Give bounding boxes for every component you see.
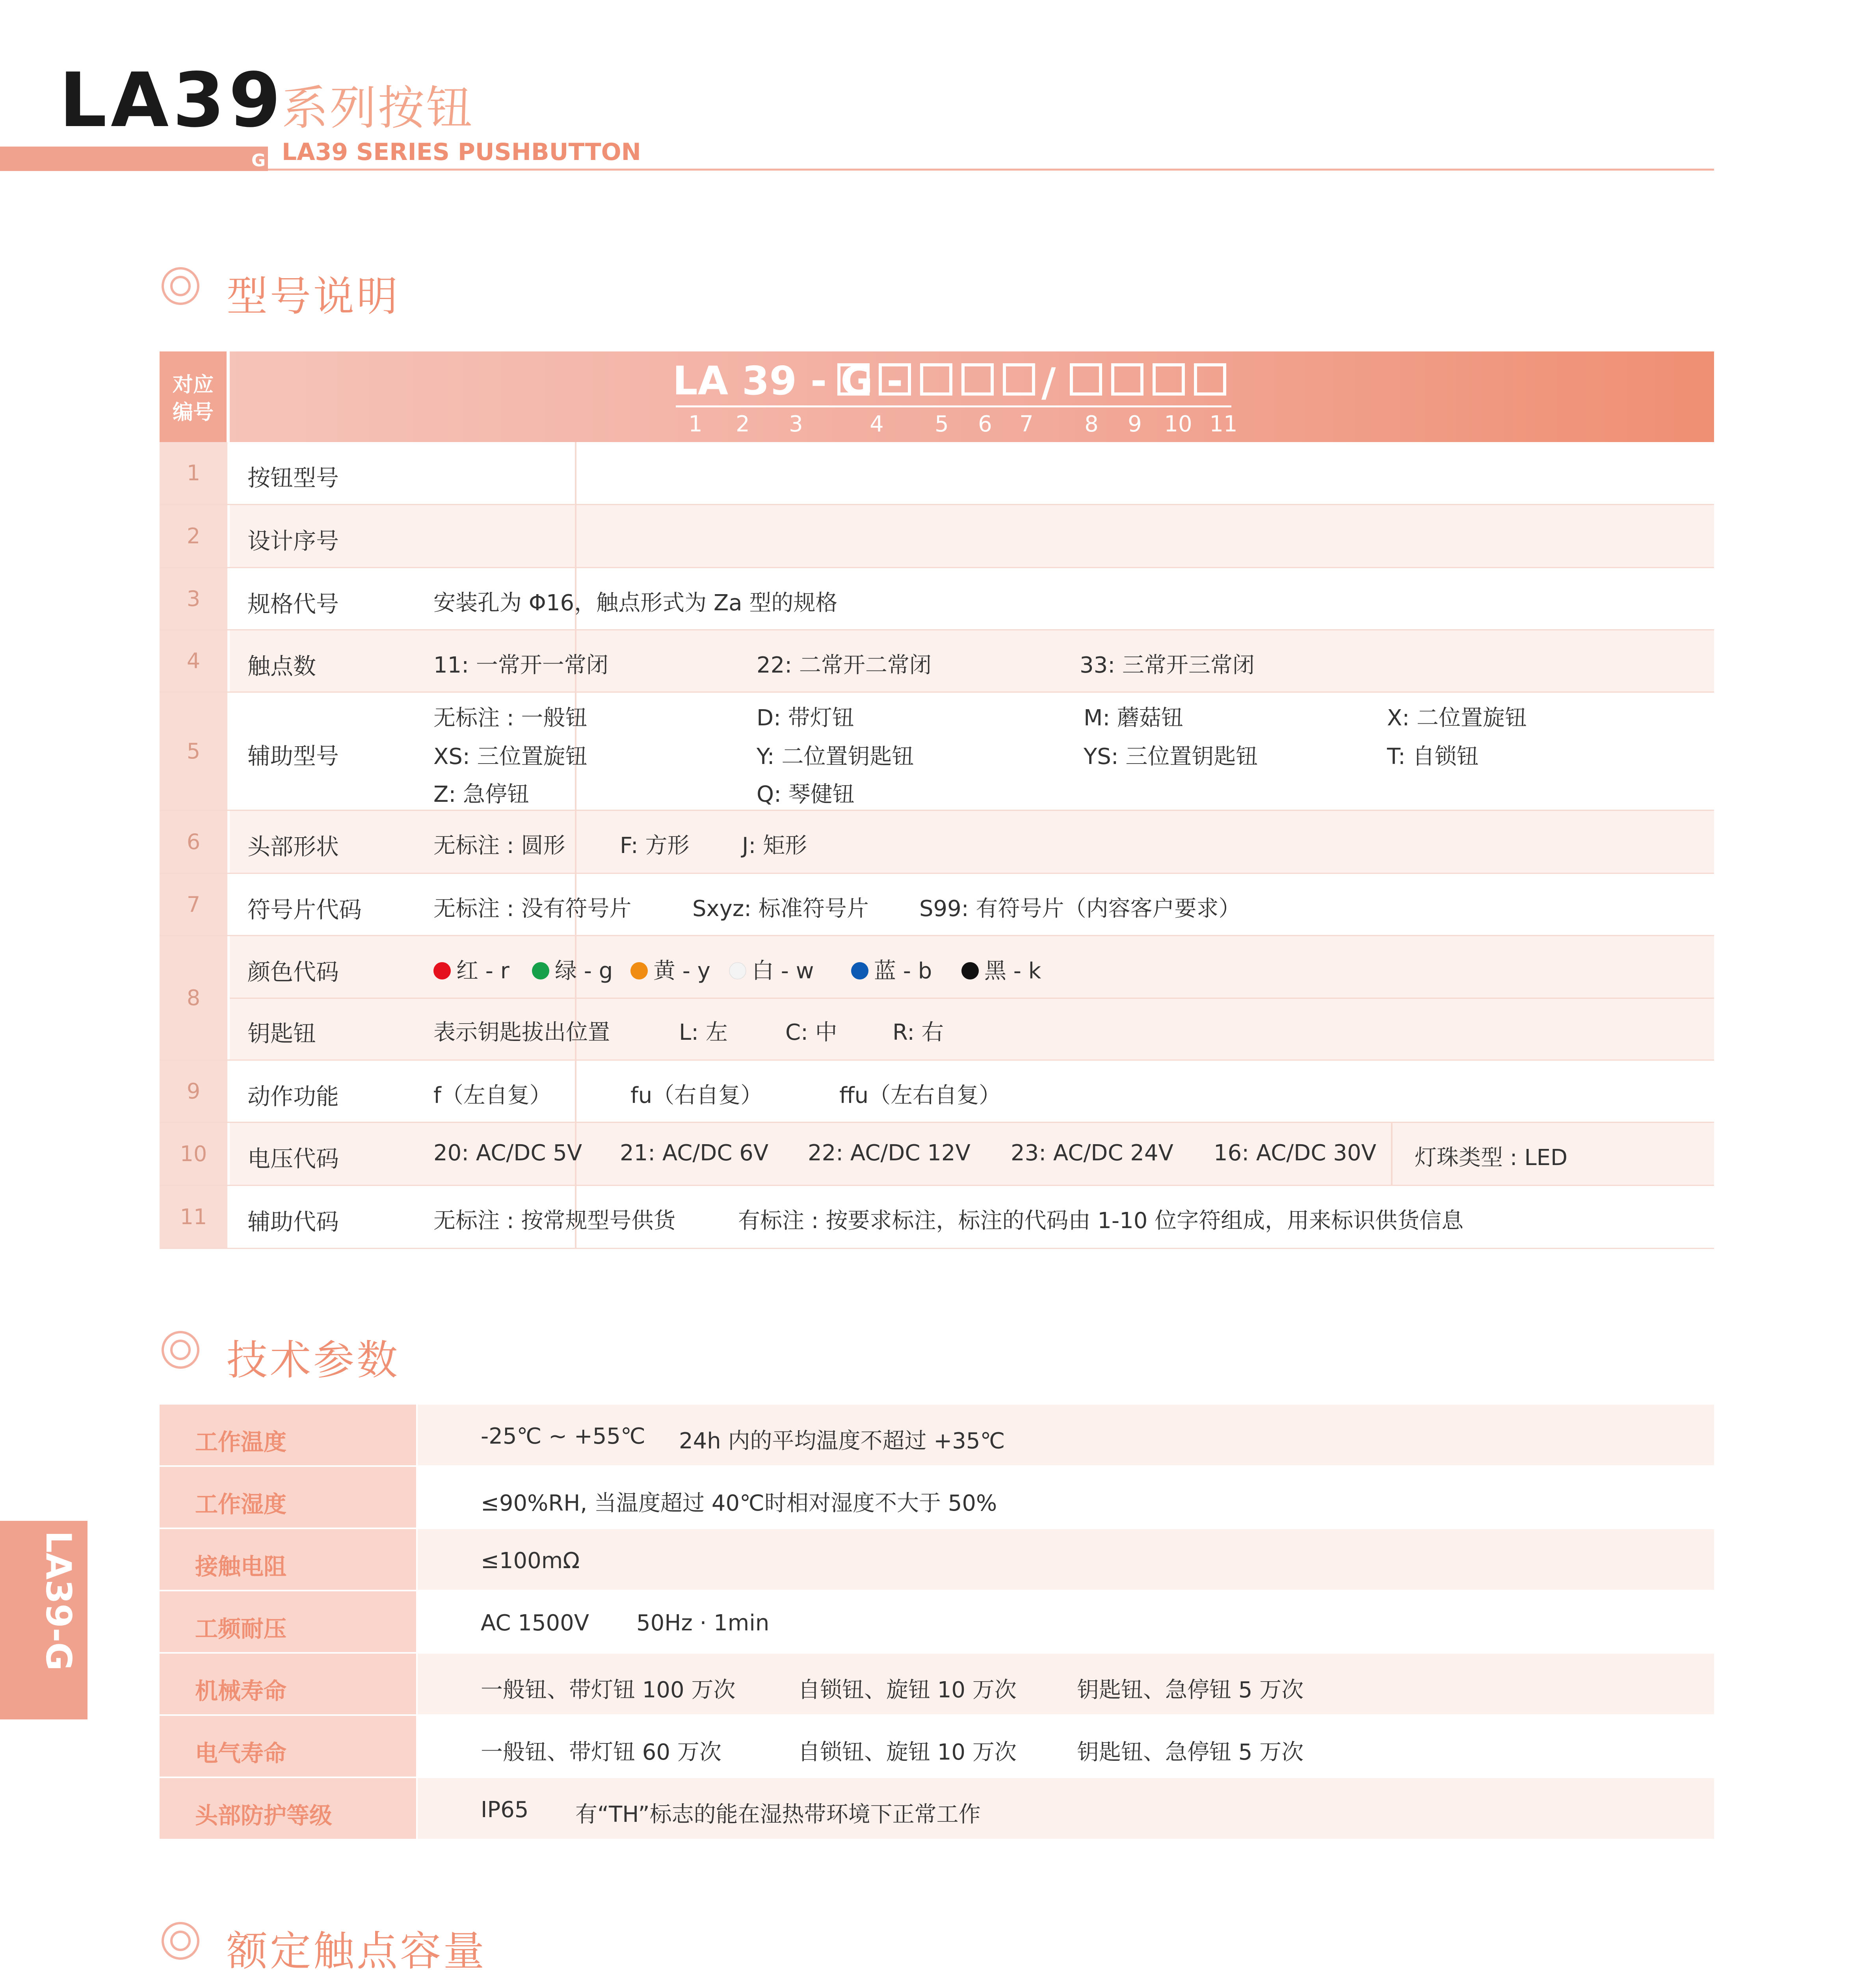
tech-row (160, 1778, 1714, 1840)
tech-label-cell (160, 1716, 418, 1777)
model-row (160, 811, 1714, 874)
section-circle-icon (162, 1331, 199, 1369)
row-item: f（左自复） (433, 1083, 552, 1108)
row-item: 22: AC/DC 12V (808, 1140, 971, 1166)
model-row (160, 505, 1714, 568)
row-label: 按钮型号 (247, 465, 339, 491)
section-circle-icon (162, 267, 199, 305)
row-item: Q: 琴健钮 (757, 782, 855, 807)
code-underline (676, 405, 1231, 407)
row-label: 颜色代码 (247, 959, 339, 985)
tech-value: ≤100mΩ (481, 1548, 580, 1574)
model-row (160, 1061, 1714, 1123)
row-item: 有标注 : 按要求标注，标注的代码由 1-10 位字符组成，用来标识供货信息 (738, 1208, 1464, 1234)
header-title-en: LA39 SERIES PUSHBUTTON (282, 138, 641, 166)
yellow-dot-icon (630, 962, 648, 979)
row-item: 21: AC/DC 6V (620, 1140, 769, 1166)
model-code-header (160, 351, 1714, 442)
tech-value: 自锁钮、旋钮 10 万次 (798, 1677, 1017, 1703)
row-divider (230, 998, 1714, 999)
tech-label: 工频耐压 (195, 1615, 287, 1642)
section-title: 型号说明 (227, 272, 400, 320)
model-row (160, 693, 1714, 811)
code-slash: / (1041, 359, 1056, 405)
row-item: M: 蘑菇钮 (1084, 705, 1183, 731)
code-box (961, 363, 994, 396)
row-number: 7 (160, 874, 230, 935)
row-item: Z: 急停钮 (433, 782, 530, 807)
row-item: 22: 二常开二常闭 (757, 652, 931, 678)
row-item: S99: 有符号片（内容客户要求） (919, 896, 1241, 922)
model-row (160, 630, 1714, 693)
position-number: 10 (1164, 411, 1192, 437)
row-item: fu（右自复） (630, 1083, 763, 1108)
black-dot-icon (961, 962, 979, 979)
code-box (879, 363, 911, 396)
code-prefix: LA 39 - G - (673, 358, 903, 404)
position-number: 6 (978, 411, 992, 437)
tech-value: 50Hz · 1min (636, 1610, 770, 1636)
code-box (920, 363, 952, 396)
row-label: 电压代码 (247, 1145, 339, 1172)
row-item: YS: 三位置钥匙钮 (1084, 744, 1258, 769)
row-item: 灯珠类型 : LED (1415, 1145, 1568, 1171)
row-item: 无标注 : 一般钮 (433, 705, 588, 731)
tech-label: 机械寿命 (195, 1678, 287, 1704)
position-number: 11 (1209, 411, 1238, 437)
color-item-red (433, 953, 509, 985)
model-row (160, 936, 1714, 1061)
tech-value: ≤90%RH, 当温度超过 40℃时相对湿度不大于 50% (481, 1491, 997, 1516)
color-label: 绿 - g (555, 958, 613, 984)
key-item: L: 左 (679, 1020, 728, 1045)
color-label: 黄 - y (653, 958, 710, 984)
tech-value: IP65 (481, 1797, 529, 1823)
blue-dot-icon (851, 962, 868, 979)
tech-label: 工作温度 (195, 1429, 287, 1455)
position-number: 3 (789, 411, 803, 437)
color-label: 黑 - k (984, 958, 1041, 984)
position-number: 2 (736, 411, 750, 437)
position-number: 4 (870, 411, 884, 437)
row-number: 8 (160, 936, 230, 1059)
brand-logo: LA39 (59, 57, 285, 144)
row-number: 4 (160, 630, 230, 691)
row-item: D: 带灯钮 (757, 705, 854, 731)
header-g-mark: G (251, 151, 266, 171)
tech-label-cell (160, 1778, 418, 1839)
tech-label: 头部防护等级 (195, 1802, 333, 1829)
row-item: XS: 三位置旋钮 (433, 744, 588, 769)
tech-label-cell (160, 1529, 418, 1590)
row-item: 无标注 : 按常规型号供货 (433, 1208, 676, 1234)
color-item-green (532, 953, 613, 985)
row-label: 辅助型号 (247, 743, 339, 769)
row-label: 辅助代码 (247, 1208, 339, 1235)
header-title-cn: 系列按钮 (282, 81, 474, 135)
row-label-cell (230, 505, 576, 567)
header-label-1: 对应 (172, 373, 214, 397)
tech-value: 自锁钮、旋钮 10 万次 (798, 1740, 1017, 1765)
row-label: 符号片代码 (247, 896, 362, 923)
row-number: 10 (160, 1123, 230, 1185)
color-label: 红 - r (456, 958, 509, 984)
tech-value: 钥匙钮、急停钮 5 万次 (1077, 1677, 1304, 1703)
code-box (1153, 363, 1185, 396)
tech-label: 电气寿命 (195, 1740, 287, 1767)
row-item: 20: AC/DC 5V (433, 1140, 582, 1166)
header-line (268, 169, 1714, 171)
row-item: 16: AC/DC 30V (1214, 1140, 1376, 1166)
row-item: F: 方形 (620, 833, 690, 859)
tech-row (160, 1529, 1714, 1591)
green-dot-icon (532, 962, 549, 979)
tech-row (160, 1467, 1714, 1529)
row-label: 头部形状 (247, 833, 339, 860)
row-number: 1 (160, 442, 230, 504)
row-text: 安装孔为 Φ16，触点形式为 Za 型的规格 (433, 590, 838, 616)
color-item-blue (851, 953, 932, 985)
tech-label: 接触电阻 (195, 1553, 287, 1580)
row-item: 33: 三常开三常闭 (1080, 652, 1255, 678)
tech-value: 有“TH”标志的能在湿热带环境下正常工作 (575, 1802, 981, 1827)
row-label: 设计序号 (247, 528, 339, 554)
tech-value: AC 1500V (481, 1610, 589, 1636)
row-item: ffu（左右自复） (839, 1083, 1001, 1108)
model-row (160, 1123, 1714, 1186)
tech-value: 钥匙钮、急停钮 5 万次 (1077, 1740, 1304, 1765)
row-item: J: 矩形 (742, 833, 807, 859)
header-label-2: 编号 (172, 401, 214, 424)
tech-row (160, 1591, 1714, 1654)
row-label: 触点数 (247, 653, 316, 680)
row-number: 2 (160, 505, 230, 567)
section-circle-icon (162, 1922, 199, 1960)
header-label-cell (160, 351, 230, 442)
tech-value: 一般钮、带灯钮 60 万次 (481, 1740, 721, 1765)
tech-value: -25℃ ~ +55℃ (481, 1424, 645, 1449)
row-item: 无标注 : 没有符号片 (433, 896, 632, 922)
row-label: 规格代号 (247, 591, 339, 617)
code-box (1194, 363, 1226, 396)
row-item: Y: 二位置钥匙钮 (757, 744, 914, 769)
row-number: 6 (160, 811, 230, 873)
position-number: 1 (688, 411, 703, 437)
model-row (160, 442, 1714, 505)
row-number: 5 (160, 693, 230, 810)
row-item: 11: 一常开一常闭 (433, 652, 608, 678)
code-box (837, 363, 870, 396)
color-label: 蓝 - b (874, 958, 932, 984)
section-title: 额定触点容量 (227, 1927, 487, 1970)
position-number: 9 (1128, 411, 1142, 437)
code-box (1070, 363, 1102, 396)
section-title: 技术参数 (227, 1336, 400, 1384)
key-item: R: 右 (892, 1020, 944, 1045)
tech-label-cell (160, 1591, 418, 1652)
tech-label: 工作湿度 (195, 1491, 287, 1518)
tech-label-cell (160, 1405, 418, 1465)
row-number: 11 (160, 1186, 230, 1248)
row-item: 23: AC/DC 24V (1011, 1140, 1173, 1166)
code-box (1003, 363, 1035, 396)
row-label: 动作功能 (247, 1083, 339, 1110)
tech-value: 一般钮、带灯钮 100 万次 (481, 1677, 736, 1703)
cell-divider (1391, 1123, 1393, 1186)
red-dot-icon (433, 962, 451, 979)
row-item: Sxyz: 标准符号片 (692, 896, 869, 922)
model-row (160, 568, 1714, 630)
position-number: 5 (935, 411, 949, 437)
position-number: 8 (1084, 411, 1099, 437)
side-tab (0, 1521, 87, 1719)
tech-value: 24h 内的平均温度不超过 +35℃ (679, 1428, 1005, 1454)
color-item-yellow (630, 953, 710, 985)
color-item-white (729, 953, 814, 985)
color-label: 白 - w (752, 958, 814, 984)
model-row (160, 1186, 1714, 1249)
side-tab-label: LA39-G (38, 1531, 79, 1671)
tech-label-cell (160, 1654, 418, 1714)
model-row (160, 874, 1714, 936)
row-number: 9 (160, 1061, 230, 1122)
tech-row (160, 1654, 1714, 1716)
white-dot-icon (729, 962, 746, 979)
row-number: 3 (160, 568, 230, 629)
code-box (1111, 363, 1143, 396)
key-item: C: 中 (785, 1020, 837, 1045)
tech-label-cell (160, 1467, 418, 1528)
row-label-cell (230, 442, 576, 504)
key-item: 表示钥匙拔出位置 (433, 1020, 610, 1045)
row-item: T: 自锁钮 (1387, 744, 1479, 769)
header-bar (0, 147, 268, 171)
color-item-black (961, 953, 1041, 985)
row-item: X: 二位置旋钮 (1387, 705, 1527, 731)
position-number: 7 (1019, 411, 1034, 437)
row-label-2: 钥匙钮 (247, 1020, 316, 1047)
tech-row (160, 1716, 1714, 1778)
tech-row (160, 1405, 1714, 1467)
row-item: 无标注 : 圆形 (433, 833, 565, 859)
